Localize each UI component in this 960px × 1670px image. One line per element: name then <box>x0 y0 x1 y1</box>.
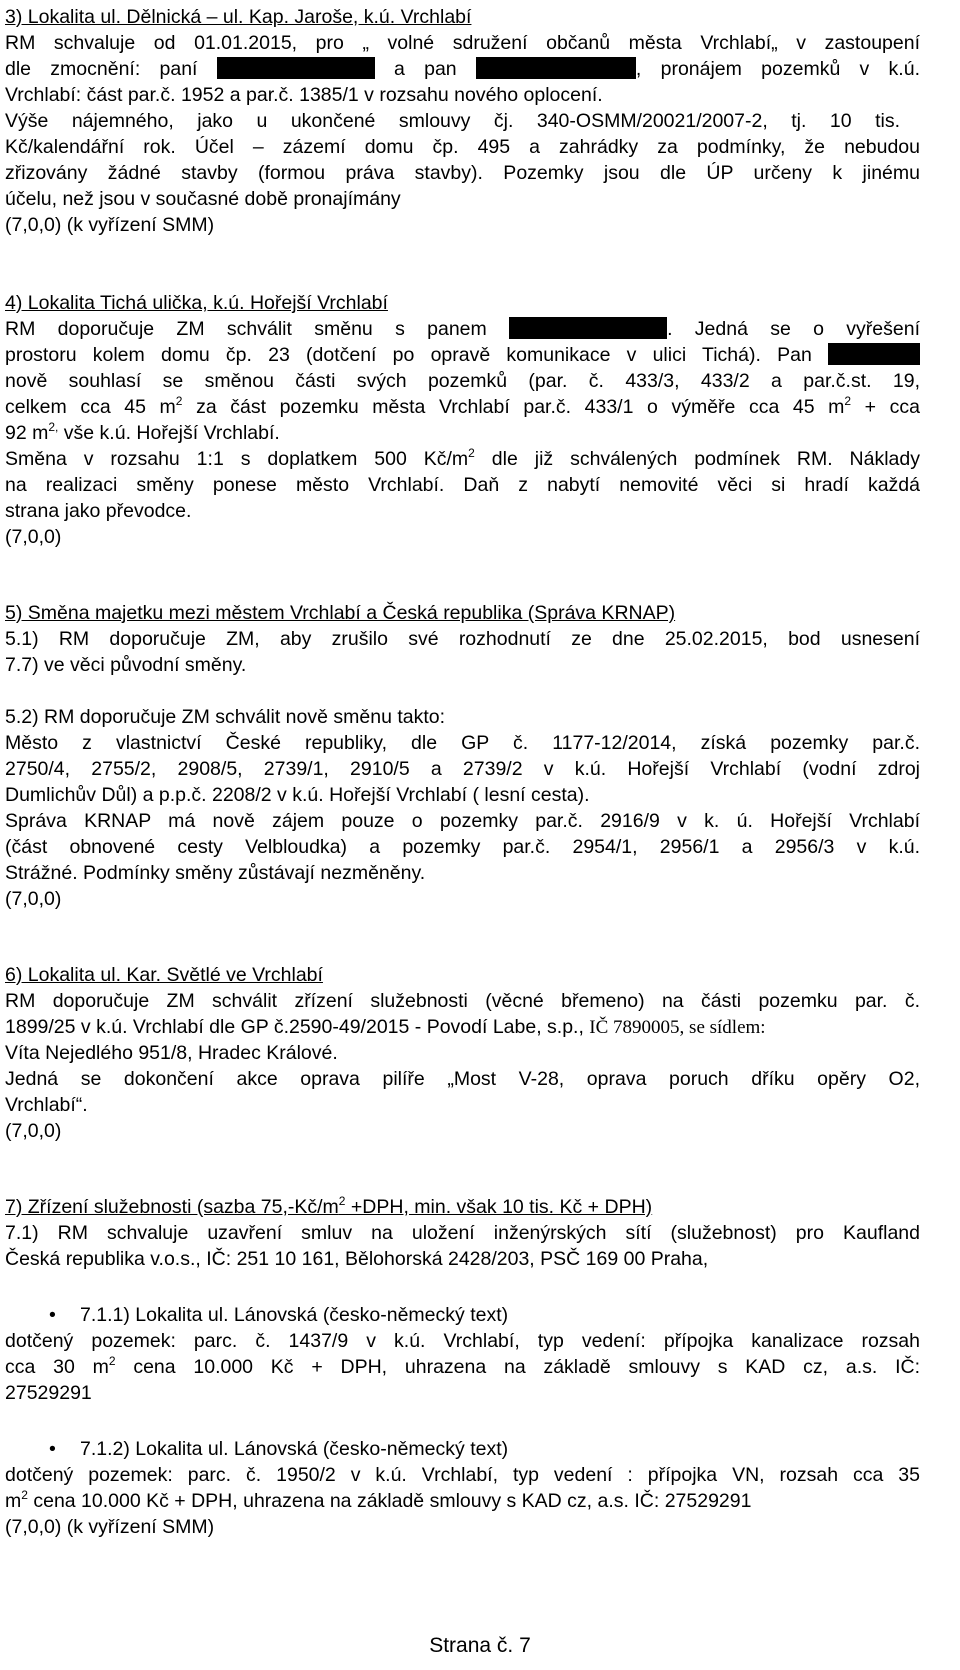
paragraph-line: celkem cca 45 $m^2$ za část pozemku města Vrchlabí par.č. 433/1 o výměře cca 45 $m^2$ + cca <box>5 394 920 418</box>
paragraph-line: Jedná se dokončení akce oprava pilíře „Most V-28, oprava poruch dříku opěry O2, <box>5 1068 920 1090</box>
paragraph-line: účelu, než jsou v současné době pronajímány <box>5 188 401 210</box>
paragraph-line: dle zmocnění: paní a pan , pronájem pozemků v k.ú. <box>5 58 920 80</box>
redaction-block <box>828 343 920 365</box>
bullet-icon: • <box>49 1438 56 1460</box>
vote-result: (7,0,0) (k vyřízení SMM) <box>5 1516 215 1538</box>
paragraph-line: 7.7) ve věci původní směny. <box>5 654 247 676</box>
vote-result: (7,0,0) <box>5 526 62 548</box>
bullet-7-1-2 <box>5 1436 920 1540</box>
paragraph-line: Vrchlabí“. <box>5 1094 88 1116</box>
paragraph-line: $m^2$ cena 10.000 Kč + DPH, uhrazena na základě smlouvy s KAD cz, a.s. IČ: 27529291 <box>5 1488 752 1512</box>
paragraph-line: cca 30 $m^2$ cena 10.000 Kč + DPH, uhrazena na základě smlouvy s KAD cz, a.s. IČ: <box>5 1354 920 1378</box>
section-4 <box>5 290 920 550</box>
redaction-block <box>476 57 636 79</box>
list-item: • 7.1.1) Lokalita ul. Lánovská (česko-německý text) <box>49 1304 509 1326</box>
paragraph-line: zřizovány žádné stavby (formou práva stavby). Pozemky jsou dle ÚP určeny k jinému <box>5 162 920 184</box>
paragraph-line: Česká republika v.o.s., IČ: 251 10 161, Bělohorská 2428/203, PSČ 169 00 Praha, <box>5 1248 709 1270</box>
paragraph-line: Výše nájemného, jako u ukončené smlouvy čj. 340-OSMM/20021/2007-2, tj. 10 tis. <box>5 110 900 132</box>
vote-result: (7,0,0) <box>5 1120 62 1142</box>
paragraph-line: Dumlichův Důl) a p.p.č. 2208/2 v k.ú. Hořejší Vrchlabí ( lesní cesta). <box>5 784 590 806</box>
section-3-heading: 3) Lokalita ul. Dělnická – ul. Kap. Jaroše, k.ú. Vrchlabí <box>5 6 472 28</box>
section-6 <box>5 962 920 1144</box>
section-4-heading: 4) Lokalita Tichá ulička, k.ú. Hořejší Vrchlabí <box>5 292 388 314</box>
paragraph-line: nově souhlasí se směnou části svých pozemků (par. č. 433/3, 433/2 a par.č.st. 19, <box>5 370 920 392</box>
paragraph-line: Kč/kalendářní rok. Účel – zázemí domu čp. 495 a zahrádky za podmínky, že nebudou <box>5 136 920 158</box>
paragraph-line: (část obnovené cesty Velbloudka) a pozemky par.č. 2954/1, 2956/1 a 2956/3 v k.ú. <box>5 836 920 858</box>
bullet-7-1-1 <box>5 1302 920 1406</box>
paragraph-line: na realizaci směny ponese město Vrchlabí. Daň z nabytí nemovité věci si hradí každá <box>5 474 920 496</box>
paragraph-line: 2750/4, 2755/2, 2908/5, 2739/1, 2910/5 a 2739/2 v k.ú. Hořejší Vrchlabí (vodní zdroj <box>5 758 920 780</box>
paragraph-line: 92 $m^{2,}$ vše k.ú. Hořejší Vrchlabí. <box>5 420 280 444</box>
paragraph-line: Vrchlabí: část par.č. 1952 a par.č. 1385/1 v rozsahu nového oplocení. <box>5 84 603 106</box>
section-5-heading: 5) Směna majetku mezi městem Vrchlabí a Česká republika (Správa KRNAP) <box>5 602 676 624</box>
paragraph-line: dotčený pozemek: parc. č. 1437/9 v k.ú. Vrchlabí, typ vedení: přípojka kanalizace rozsah <box>5 1330 920 1352</box>
section-3 <box>5 4 920 238</box>
paragraph-line: dotčený pozemek: parc. č. 1950/2 v k.ú. Vrchlabí, typ vedení : přípojka VN, rozsah cca 35 <box>5 1464 920 1486</box>
paragraph-line: 1899/25 v k.ú. Vrchlabí dle GP č.2590-49/2015 - Povodí Labe, s.p., IČ 7890005, se sídlem: <box>5 1016 766 1038</box>
paragraph-line: 7.1) RM schvaluje uzavření smluv na uložení inženýrských sítí (služebnost) pro Kaufland <box>5 1222 920 1244</box>
paragraph-line: 27529291 <box>5 1382 92 1404</box>
paragraph-line: Správa KRNAP má nově zájem pouze o pozemky par.č. 2916/9 v k. ú. Hořejší Vrchlabí <box>5 810 920 832</box>
redaction-block <box>509 317 667 339</box>
section-7 <box>5 1194 920 1272</box>
paragraph-line: strana jako převodce. <box>5 500 192 522</box>
paragraph-line: RM doporučuje ZM schválit zřízení služebnosti (věcné břemeno) na části pozemku par. č. <box>5 990 920 1012</box>
paragraph-line: prostoru kolem domu čp. 23 (dotčení po opravě komunikace v ulici Tichá). Pan <box>5 342 920 368</box>
list-item: • 7.1.2) Lokalita ul. Lánovská (česko-německý text) <box>49 1438 509 1460</box>
bullet-icon: • <box>49 1304 56 1326</box>
section-6-heading: 6) Lokalita ul. Kar. Světlé ve Vrchlabí <box>5 964 323 986</box>
page-number: Strana č. 7 <box>429 1634 531 1657</box>
paragraph-line: 5.2) RM doporučuje ZM schválit nově směnu takto: <box>5 706 446 728</box>
paragraph-line: 5.1) RM doporučuje ZM, aby zrušilo své rozhodnutí ze dne 25.02.2015, bod usnesení <box>5 628 920 650</box>
paragraph-line: Strážné. Podmínky směny zůstávají nezměněny. <box>5 862 426 884</box>
paragraph-line: Směna v rozsahu 1:1 s doplatkem 500 $Kč/m^2$ dle již schválených podmínek RM. Náklady <box>5 446 920 470</box>
section-5 <box>5 600 920 912</box>
redaction-block <box>217 57 375 79</box>
section-7-heading: 7) Zřízení služebnosti (sazba $75,-Kč/m^2 +DPH$, min. však 10 tis. Kč + DPH) <box>5 1194 653 1218</box>
vote-result: (7,0,0) <box>5 888 62 910</box>
paragraph-line: Město z vlastnictví České republiky, dle GP č. 1177-12/2014, získá pozemky par.č. <box>5 732 920 754</box>
paragraph-line: RM doporučuje ZM schválit směnu s panem . Jedná se o vyřešení <box>5 318 921 340</box>
vote-result: (7,0,0) (k vyřízení SMM) <box>5 214 215 236</box>
paragraph-line: RM schvaluje od 01.01.2015, pro „ volné sdružení občanů města Vrchlabí„ v zastoupení <box>5 32 920 54</box>
paragraph-line: Víta Nejedlého 951/8, Hradec Králové. <box>5 1042 338 1064</box>
